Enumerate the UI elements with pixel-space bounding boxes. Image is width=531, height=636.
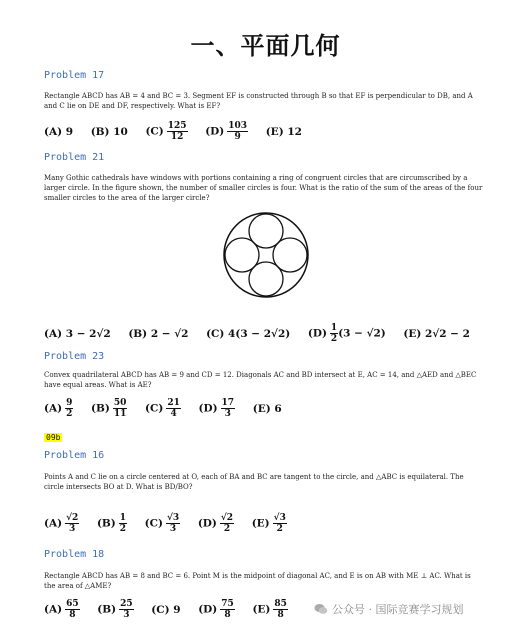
choice-c: (C) $\frac{125}{12}$ — [145, 121, 187, 142]
choice-d: (D) $\frac{75}{8}$ — [198, 599, 234, 620]
answer-choices — [44, 513, 301, 534]
choice-e: (E) 12 — [265, 125, 302, 138]
choice-e: (E) 6 — [252, 402, 282, 415]
choice-b: (B) 10 — [90, 125, 128, 138]
problem-header: Problem 23 — [44, 351, 105, 362]
choice-c: (C) 9 — [151, 603, 181, 616]
highlighted-section-tag: 09b — [46, 433, 61, 442]
choice-b: (B) $\frac{1}{2}$ — [96, 513, 127, 534]
choice-c: (C) 4(3 − 2√2) — [206, 327, 291, 340]
choice-d: (D) $\frac{103}{9}$ — [205, 121, 248, 142]
problem-text: Rectangle ABCD has AB = 8 and BC = 6. Point M is the midpoint of diagonal AC, and E is on AB with ME ⊥ AC. What is the area of △AME? — [44, 572, 471, 590]
choice-b: (B) 2 − √2 — [128, 327, 189, 340]
choice-e: (E) 2√2 − 2 — [403, 327, 470, 340]
choice-a: (A) 9 — [44, 125, 74, 138]
choice-a: (A) $\frac{9}{2}$ — [44, 398, 73, 419]
answer-choices — [44, 323, 484, 344]
wechat-icon — [314, 603, 328, 618]
problem-text: Points A and C lie on a circle centered at O, each of BA and BC are tangent to the circle, and △ABC is equilateral. The circle intersects BO at D. What is BD/BO? — [44, 473, 464, 491]
choice-c: (C) $\frac{21}{4}$ — [145, 398, 180, 419]
problem-text: Rectangle ABCD has AB = 4 and BC = 3. Segment EF is constructed through B so that EF is perpendicular to DB, and A and C lie on DE and DF, respectively. What is EF? — [44, 92, 473, 110]
choice-d: (D) $\frac{17}{3}$ — [198, 398, 235, 419]
choice-e: (E) $\frac{85}{8}$ — [252, 599, 287, 620]
choice-d: (D) $\frac{√2}{2}$ — [197, 513, 234, 534]
problem-header: Problem 21 — [44, 152, 105, 163]
answer-choices — [44, 599, 302, 620]
problem-header: Problem 17 — [44, 70, 105, 81]
choice-b: (B) $\frac{25}{3}$ — [97, 599, 133, 620]
problem-header: Problem 16 — [44, 450, 105, 461]
gothic-window-figure — [221, 210, 311, 300]
answer-choices — [44, 398, 296, 419]
choice-c: (C) $\frac{√3}{3}$ — [144, 513, 180, 534]
choice-a: (A) $\frac{√2}{3}$ — [44, 513, 79, 534]
choice-a: (A) $\frac{65}{8}$ — [44, 599, 79, 620]
watermark: 公众号 · 国际竞赛学习规划 — [314, 601, 464, 618]
answer-choices — [44, 121, 316, 142]
page-title: 一、平面几何 — [190, 32, 341, 60]
choice-d: (D) $\frac{1}{2}$ (3 − √2) — [307, 323, 386, 344]
choice-a: (A) 3 − 2√2 — [44, 327, 111, 340]
problem-text: Many Gothic cathedrals have windows with portions containing a ring of congruent circles that are circumscribed by a larger circle. In the figure shown, the number of smaller circles is four. What is the ratio of the sum of the areas of the four smaller circles to the area of the larger circle? — [44, 174, 483, 202]
choice-b: (B) $\frac{50}{11}$ — [91, 398, 127, 419]
problem-header: Problem 18 — [44, 549, 105, 560]
choice-e: (E) $\frac{√3}{2}$ — [251, 513, 286, 534]
problem-text: Convex quadrilateral ABCD has AB = 9 and CD = 12. Diagonals AC and BD intersect at E, AC = 14, and △AED and △BEC have equal areas. What is AE? — [44, 371, 477, 389]
